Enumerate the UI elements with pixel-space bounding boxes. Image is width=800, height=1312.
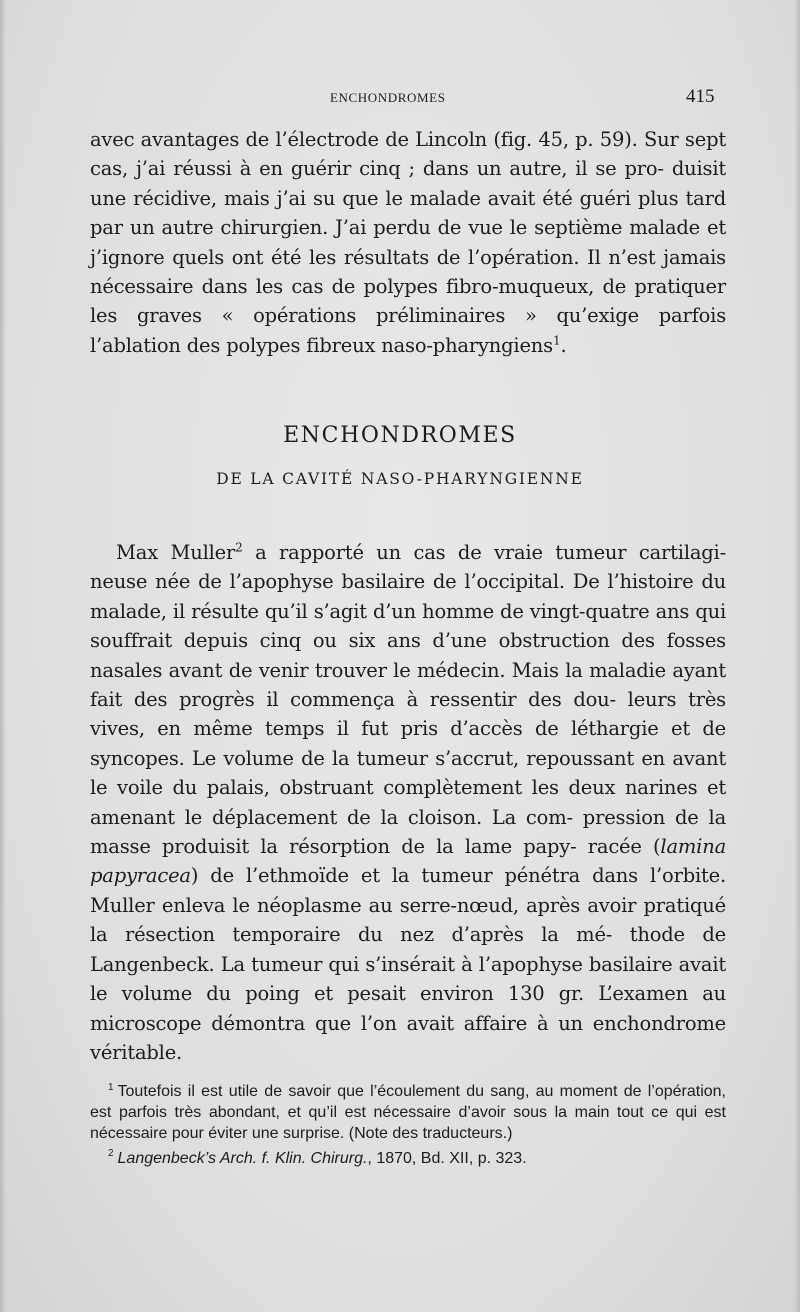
text-line: sept cas, j’ai réussi à en guérir cinq ; dans un autre, il se pro- (90, 128, 726, 181)
section-title: ENCHONDROMES (283, 423, 517, 448)
text-line: maladie ayant fait des progrès il commença à ressentir des dou- (90, 658, 727, 712)
text-line: avec avantages de l’électrode de Lincoln (fig. 45, p. 59). Sur (90, 128, 679, 151)
paragraph-1 (90, 125, 726, 360)
text-line: du malade, il résulte qu’il s’agit d’un homme de vingt-quatre (90, 570, 726, 623)
text-line: leurs très vives, en même temps il fut pris d’accès de léthargie (90, 688, 726, 741)
text-line: et de syncopes. Le volume de la tumeur s’accrut, repoussant (90, 717, 727, 770)
text-line: malade et j’ignore quels ont été les résultats de l’opération. Il (90, 216, 726, 269)
text-line: enchondrome véritable. (90, 1011, 727, 1064)
latin-term: lamina papyracea (90, 835, 726, 888)
footnotes (90, 1081, 726, 1169)
text-line: de pratiquer les graves « opérations préliminaires » qu’exige (90, 275, 727, 328)
scan-edge-right (794, 0, 800, 1312)
text-line: avoir pratiqué la résection temporaire du nez d’après la mé- (90, 893, 726, 947)
footnote-ref-1[interactable]: 1 (552, 333, 561, 348)
text-line: plus tard par un autre chirurgien. J’ai perdu de vue le septième (90, 186, 726, 240)
running-title: ENCHONDROMES (330, 90, 446, 105)
footnote-ref-2[interactable]: 2 (235, 540, 243, 555)
footnote-text: Toutefois il est utile de savoir que l’écoulement du sang, au moment de l’opération, est parfois très abondant, et qu’il est nécessaire d’avoir sous la main tout ce qui est nécessaire pour éviter une surprise. (Note des traducteurs.) (90, 1083, 726, 1143)
footnote-1 (90, 1081, 726, 1145)
page-number: 415 (686, 86, 715, 107)
text-line: pression de la masse produisit la résorption de la lame papy- (90, 805, 726, 859)
text-line: parfois l’ablation des polypes fibreux naso-pharyngiens (90, 304, 726, 357)
footnote-2 (90, 1148, 726, 1169)
text-line: duisit une récidive, mais j’ai su que le malade avait été guéri (90, 157, 726, 210)
footnote-details: , 1870, Bd. XII, p. 323. (367, 1149, 527, 1167)
text-line: narines et amenant le déplacement de la cloison. La com- (90, 776, 727, 829)
text-line: fosses nasales avant de venir trouver le médecin. Mais la (90, 629, 726, 682)
text-line: en avant le voile du palais, obstruant complètement les deux (90, 746, 727, 800)
paragraph-2 (90, 538, 726, 1067)
text-line: thode de Langenbeck. La tumeur qui s’insérait à l’apophyse (90, 923, 727, 976)
running-head (0, 86, 800, 112)
footnote-source: Langenbeck’s Arch. f. Klin. Chirurg. (117, 1149, 368, 1167)
text-line: basilaire avait le volume du poing et pesait environ 130 gr. (90, 952, 727, 1006)
text-line-end: . (560, 333, 567, 357)
text-fragment: racée ( (587, 835, 661, 859)
text-line: neuse née de l’apophyse basilaire de l’occipital. De l’histoire (90, 570, 694, 594)
text-fragment: a rapporté un cas de vraie tumeur cartilagi- (242, 541, 726, 564)
footnote-mark: 2 (108, 1148, 114, 1160)
text-line: n’est jamais nécessaire dans les cas de polypes fibro-muqueux, (90, 245, 726, 299)
text-line: dans l’orbite. Muller enleva le néoplasme au serre-nœud, après (90, 864, 727, 917)
text-line: L’examen au microscope démontra que l’on avait affaire à un (90, 982, 726, 1035)
section-subtitle: DE LA CAVITÉ NASO-PHARYNGIENNE (216, 470, 584, 488)
text-fragment: ) de l’ethmoïde et la tumeur pénétra (190, 864, 581, 888)
text-line: ans qui souffrait depuis cinq ou six ans d’une obstruction des (90, 599, 726, 653)
text-fragment: Max Muller (116, 541, 236, 564)
footnote-mark: 1 (108, 1081, 114, 1093)
scan-edge-left (0, 0, 6, 1312)
